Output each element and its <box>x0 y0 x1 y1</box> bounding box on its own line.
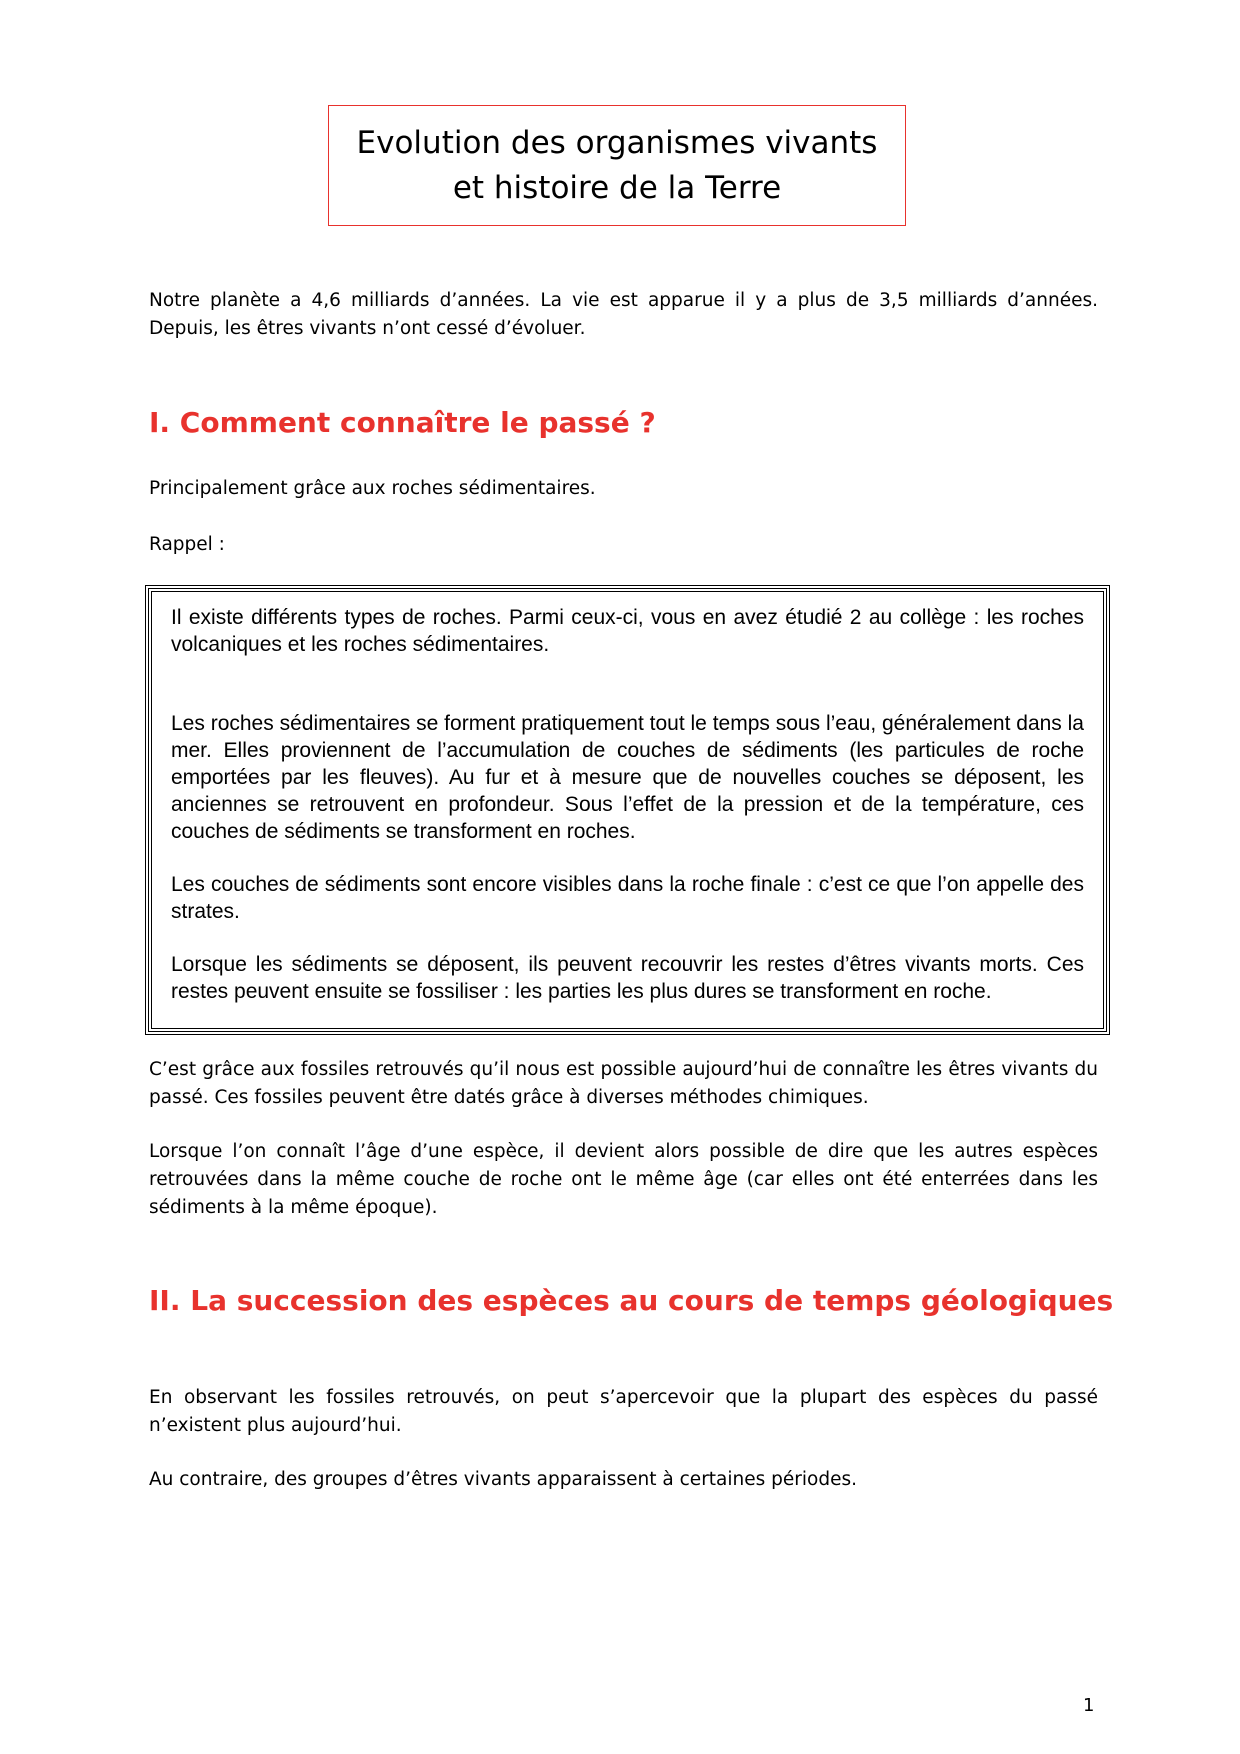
title-box <box>328 105 906 226</box>
section-1-lead: Principalement grâce aux roches sédimentaires. <box>149 478 596 499</box>
page-number: 1 <box>1083 1695 1095 1716</box>
recall-box-content <box>151 591 1104 1029</box>
section-1-paragraph-fossils: C’est grâce aux fossiles retrouvés qu’il nous est possible aujourd’hui de connaître les êtres vivants du passé. Ces fossiles peuvent être datés grâce à diverses méthodes chimiques. <box>149 1059 1098 1108</box>
title-line-1: Evolution des organismes vivants <box>356 124 878 161</box>
rappel-label: Rappel : <box>149 534 225 555</box>
title-line-2: et histoire de la Terre <box>452 169 782 206</box>
section-2-paragraph-2: Au contraire, des groupes d’êtres vivants apparaissent à certaines périodes. <box>149 1469 857 1490</box>
recall-paragraph-2: Les roches sédimentaires se forment pratiquement tout le temps sous l’eau, généralement dans la mer. Elles proviennent de l’accumulation de couches de sédiments (les particules de roche emportées par les fleuves). Au fur et à mesure que de nouvelles couches se déposent, les anciennes se retrouvent en profondeur. Sous l’effet de la pression et de la température, ces couches de sédiments se transforment en roches. <box>171 712 1084 843</box>
recall-paragraph-1: Il existe différents types de roches. Parmi ceux-ci, vous en avez étudié 2 au collège : les roches volcaniques et les roches sédimentaires. <box>171 606 1084 656</box>
section-1-heading: I. Comment connaître le passé ? <box>149 406 656 439</box>
section-1-paragraph-age: Lorsque l’on connaît l’âge d’une espèce, il devient alors possible de dire que les autres espèces retrouvées dans la même couche de roche ont le même âge (car elles ont été enterrées dans les sédiments à la même époque). <box>149 1141 1098 1218</box>
recall-paragraph-4: Lorsque les sédiments se déposent, ils peuvent recouvrir les restes d’êtres vivants morts. Ces restes peuvent ensuite se fossiliser : les parties les plus dures se transforment en roche. <box>171 953 1084 1003</box>
recall-paragraph-3: Les couches de sédiments sont encore visibles dans la roche finale : c’est ce que l’on appelle des strates. <box>171 873 1084 923</box>
intro-paragraph: Notre planète a 4,6 milliards d’années. La vie est apparue il y a plus de 3,5 milliards d’années. Depuis, les êtres vivants n’ont cessé d’évoluer. <box>149 290 1098 339</box>
recall-box <box>145 585 1110 1035</box>
section-2-heading: II. La succession des espèces au cours de temps géologiques <box>149 1284 1114 1317</box>
section-2-paragraph-1: En observant les fossiles retrouvés, on peut s’apercevoir que la plupart des espèces du passé n’existent plus aujourd’hui. <box>149 1387 1098 1436</box>
